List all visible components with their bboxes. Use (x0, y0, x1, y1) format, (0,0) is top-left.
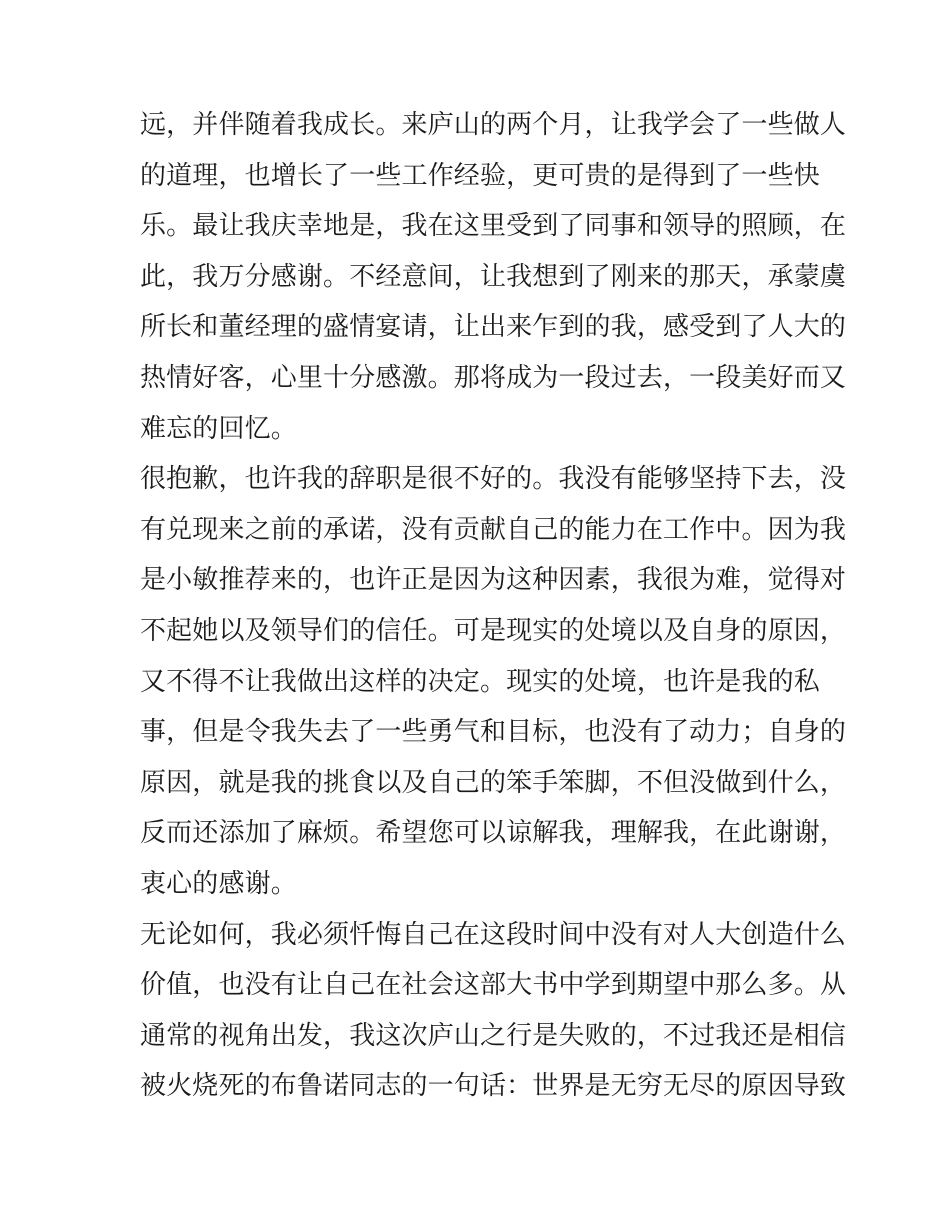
paragraph-2 (140, 454, 847, 909)
text-line: 反而还添加了麻烦。希望您可以谅解我，理解我，在此谢谢， (140, 818, 847, 849)
text-line: 衷心的感谢。 (140, 868, 297, 899)
text-line: 很抱歉，也许我的辞职是很不好的。我没有能够坚持下去，没 (140, 464, 847, 495)
text-line: 是小敏推荐来的，也许正是因为这种因素，我很为难，觉得对 (140, 565, 847, 596)
text-line: 价值，也没有让自己在社会这部大书中学到期望中那么多。从 (140, 970, 847, 1001)
text-line: 难忘的回忆。 (140, 413, 297, 444)
text-line: 被火烧死的布鲁诺同志的一句话：世界是无穷无尽的原因导致 (140, 1071, 847, 1102)
text-line: 事，但是令我失去了一些勇气和目标，也没有了动力；自身的 (140, 717, 847, 748)
text-line: 无论如何，我必须忏悔自己在这段时间中没有对人大创造什么 (140, 919, 847, 950)
text-line: 热情好客，心里十分感激。那将成为一段过去，一段美好而又 (140, 362, 847, 393)
paragraph-1 (140, 100, 847, 454)
text-line: 此，我万分感谢。不经意间，让我想到了刚来的那天，承蒙虞 (140, 261, 847, 292)
text-line: 有兑现来之前的承诺，没有贡献自己的能力在工作中。因为我 (140, 514, 847, 545)
text-line: 远，并伴随着我成长。来庐山的两个月，让我学会了一些做人 (140, 110, 847, 140)
text-line: 乐。最让我庆幸地是，我在这里受到了同事和领导的照顾，在 (140, 211, 847, 242)
paragraph-3 (140, 910, 847, 1112)
document-body (140, 100, 847, 1112)
text-line: 所长和董经理的盛情宴请，让出来乍到的我，感受到了人大的 (140, 312, 847, 343)
text-line: 的道理，也增长了一些工作经验，更可贵的是得到了一些快 (140, 160, 820, 191)
text-line: 通常的视角出发，我这次庐山之行是失败的，不过我还是相信 (140, 1020, 847, 1051)
text-line: 不起她以及领导们的信任。可是现实的处境以及自身的原因， (140, 615, 847, 646)
text-line: 又不得不让我做出这样的决定。现实的处境，也许是我的私 (140, 666, 820, 697)
text-line: 原因，就是我的挑食以及自己的笨手笨脚，不但没做到什么， (140, 767, 847, 798)
